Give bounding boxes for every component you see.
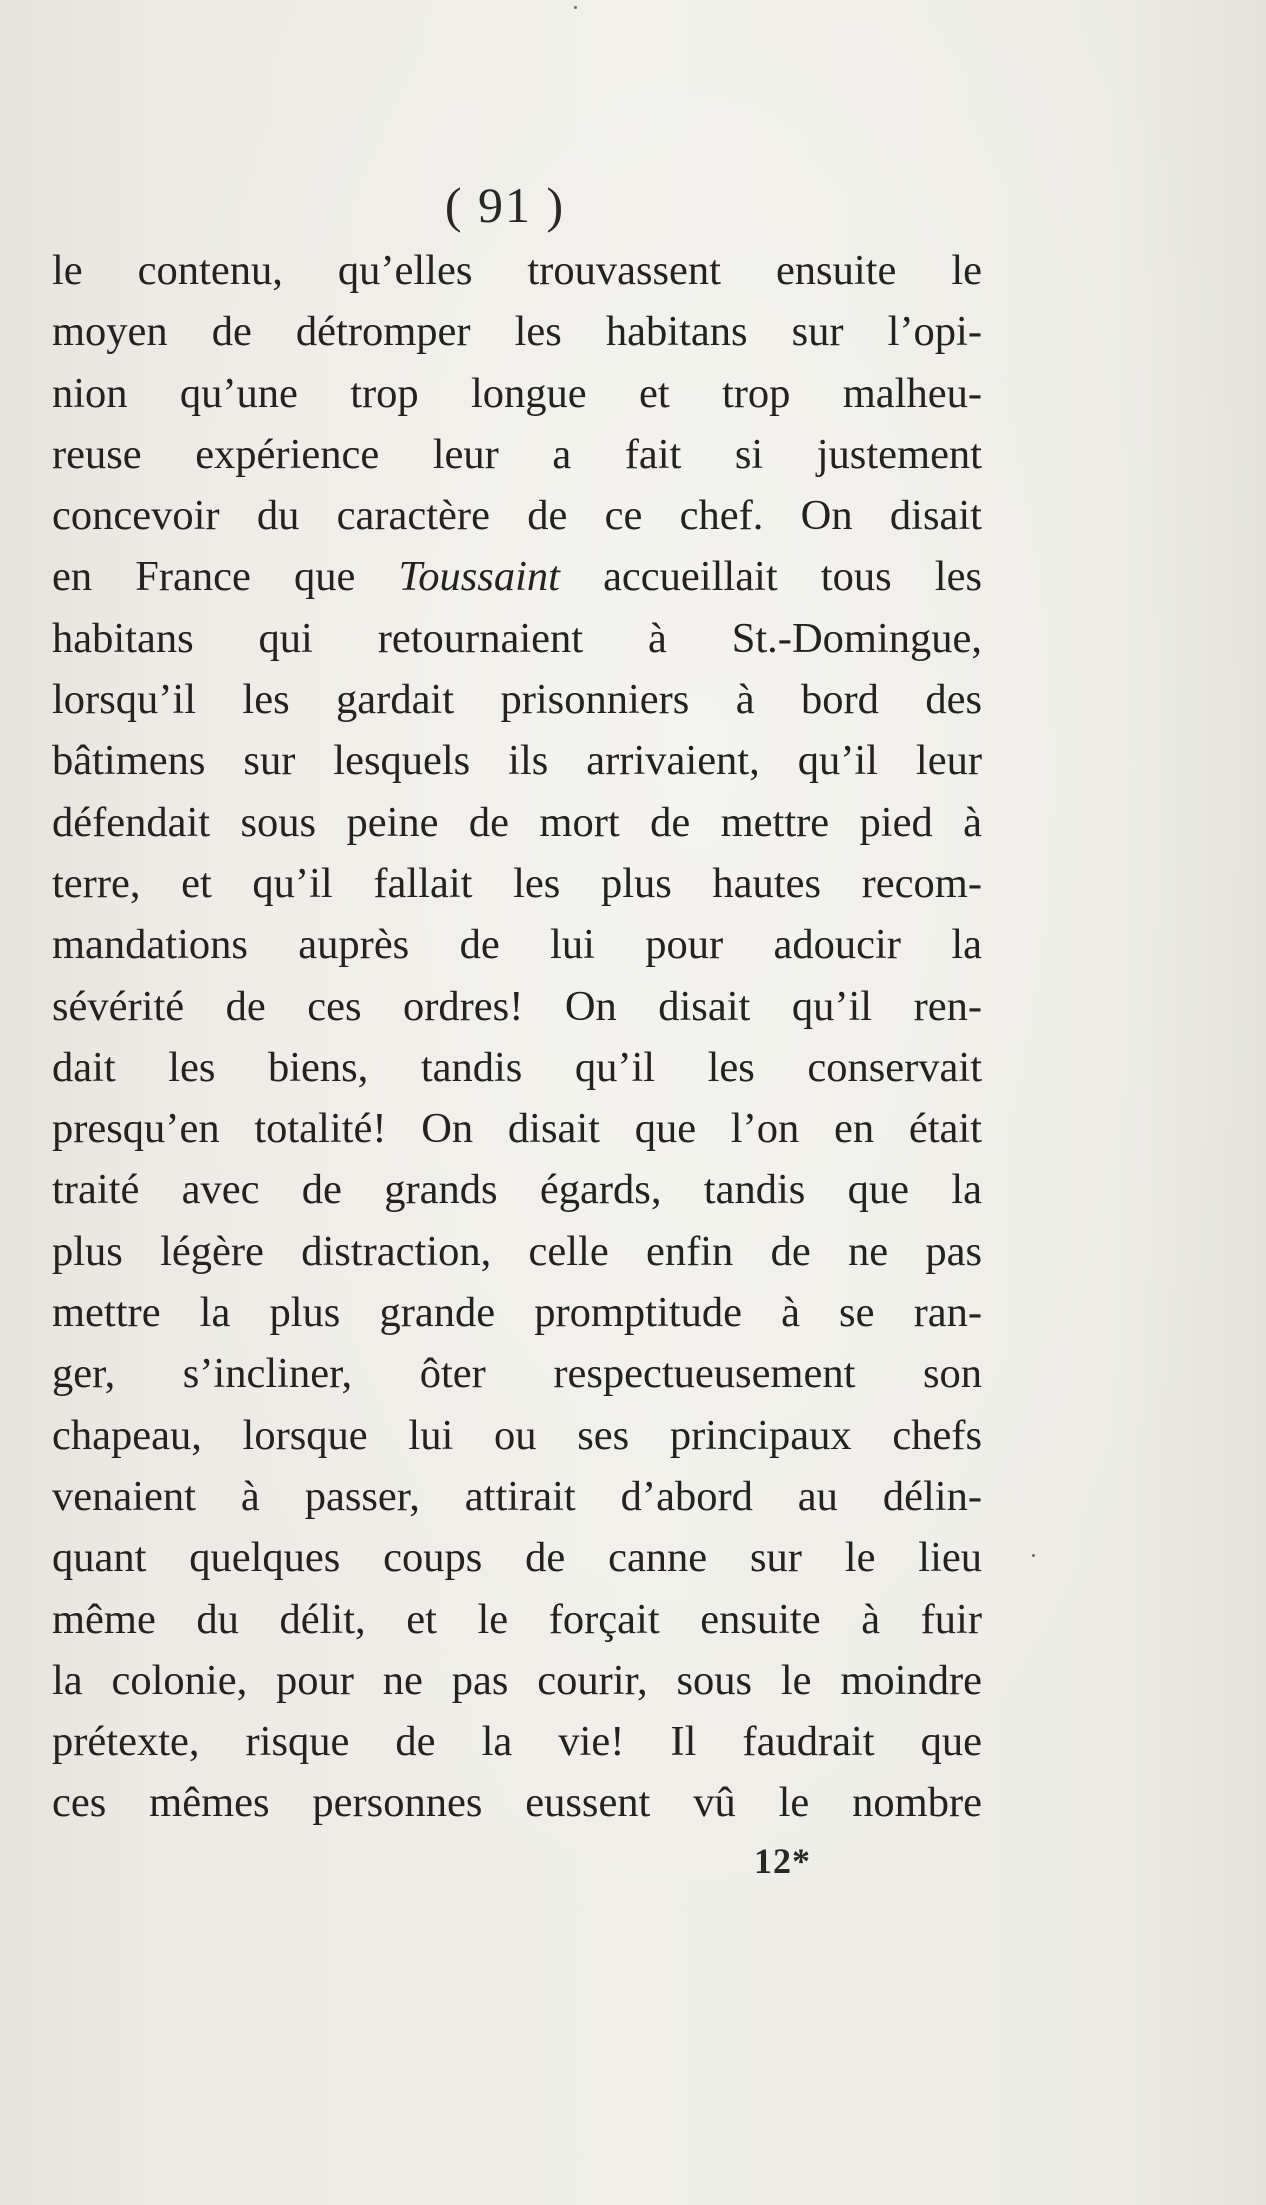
- text-line: la colonie, pour ne pas courir, sous le moindre: [52, 1656, 982, 1704]
- text-line: chapeau, lorsque lui ou ses principaux chefs: [52, 1411, 982, 1459]
- text-line: en France que Toussaint accueillait tous les: [52, 553, 982, 601]
- text-line: prétexte, risque de la vie! Il faudrait que: [52, 1718, 982, 1766]
- text-line: quant quelques coups de canne sur le lieu: [52, 1534, 982, 1582]
- text-line: mandations auprès de lui pour adoucir la: [52, 921, 982, 969]
- text-line: reuse expérience leur a fait si justement: [52, 430, 982, 478]
- text-line: le contenu, qu’elles trouvassent ensuite le: [52, 247, 982, 294]
- body-text: [52, 240, 982, 1834]
- italic-name: Toussaint: [398, 553, 560, 601]
- text-line: sévérité de ces ordres! On disait qu’il ren-: [52, 982, 982, 1030]
- text-line: nion qu’une trop longue et trop malheu-: [52, 369, 982, 417]
- paper-speck: [574, 6, 577, 9]
- text-line: bâtimens sur lesquels ils arrivaient, qu’il leur: [52, 737, 982, 785]
- text-line: défendait sous peine de mort de mettre pied à: [52, 798, 982, 846]
- text-line: plus légère distraction, celle enfin de ne pas: [52, 1227, 982, 1275]
- text-line: ces mêmes personnes eussent vû le nombre: [52, 1779, 982, 1827]
- text-line: dait les biens, tandis qu’il les conservait: [52, 1043, 982, 1091]
- text-line: presqu’en totalité! On disait que l’on en était: [52, 1105, 982, 1153]
- text-line: terre, et qu’il fallait les plus hautes recom-: [52, 859, 982, 907]
- text-line: même du délit, et le forçait ensuite à fuir: [52, 1595, 982, 1643]
- page-number-header: ( 91 ): [444, 177, 566, 233]
- text-line: ger, s’incliner, ôter respectueusement son: [52, 1350, 982, 1398]
- paper-speck: [1032, 1554, 1035, 1557]
- text-line: habitans qui retournaient à St.-Domingue,: [52, 614, 982, 662]
- text-line: lorsqu’il les gardait prisonniers à bord des: [52, 676, 982, 724]
- text-line: moyen de détromper les habitans sur l’opi-: [52, 308, 982, 356]
- text-line: mettre la plus grande promptitude à se ran-: [52, 1289, 982, 1337]
- signature-mark: 12*: [754, 1841, 811, 1881]
- text-line: venaient à passer, attirait d’abord au délin-: [52, 1472, 982, 1520]
- text-line: concevoir du caractère de ce chef. On disait: [52, 492, 982, 540]
- text-line: traité avec de grands égards, tandis que la: [52, 1166, 982, 1214]
